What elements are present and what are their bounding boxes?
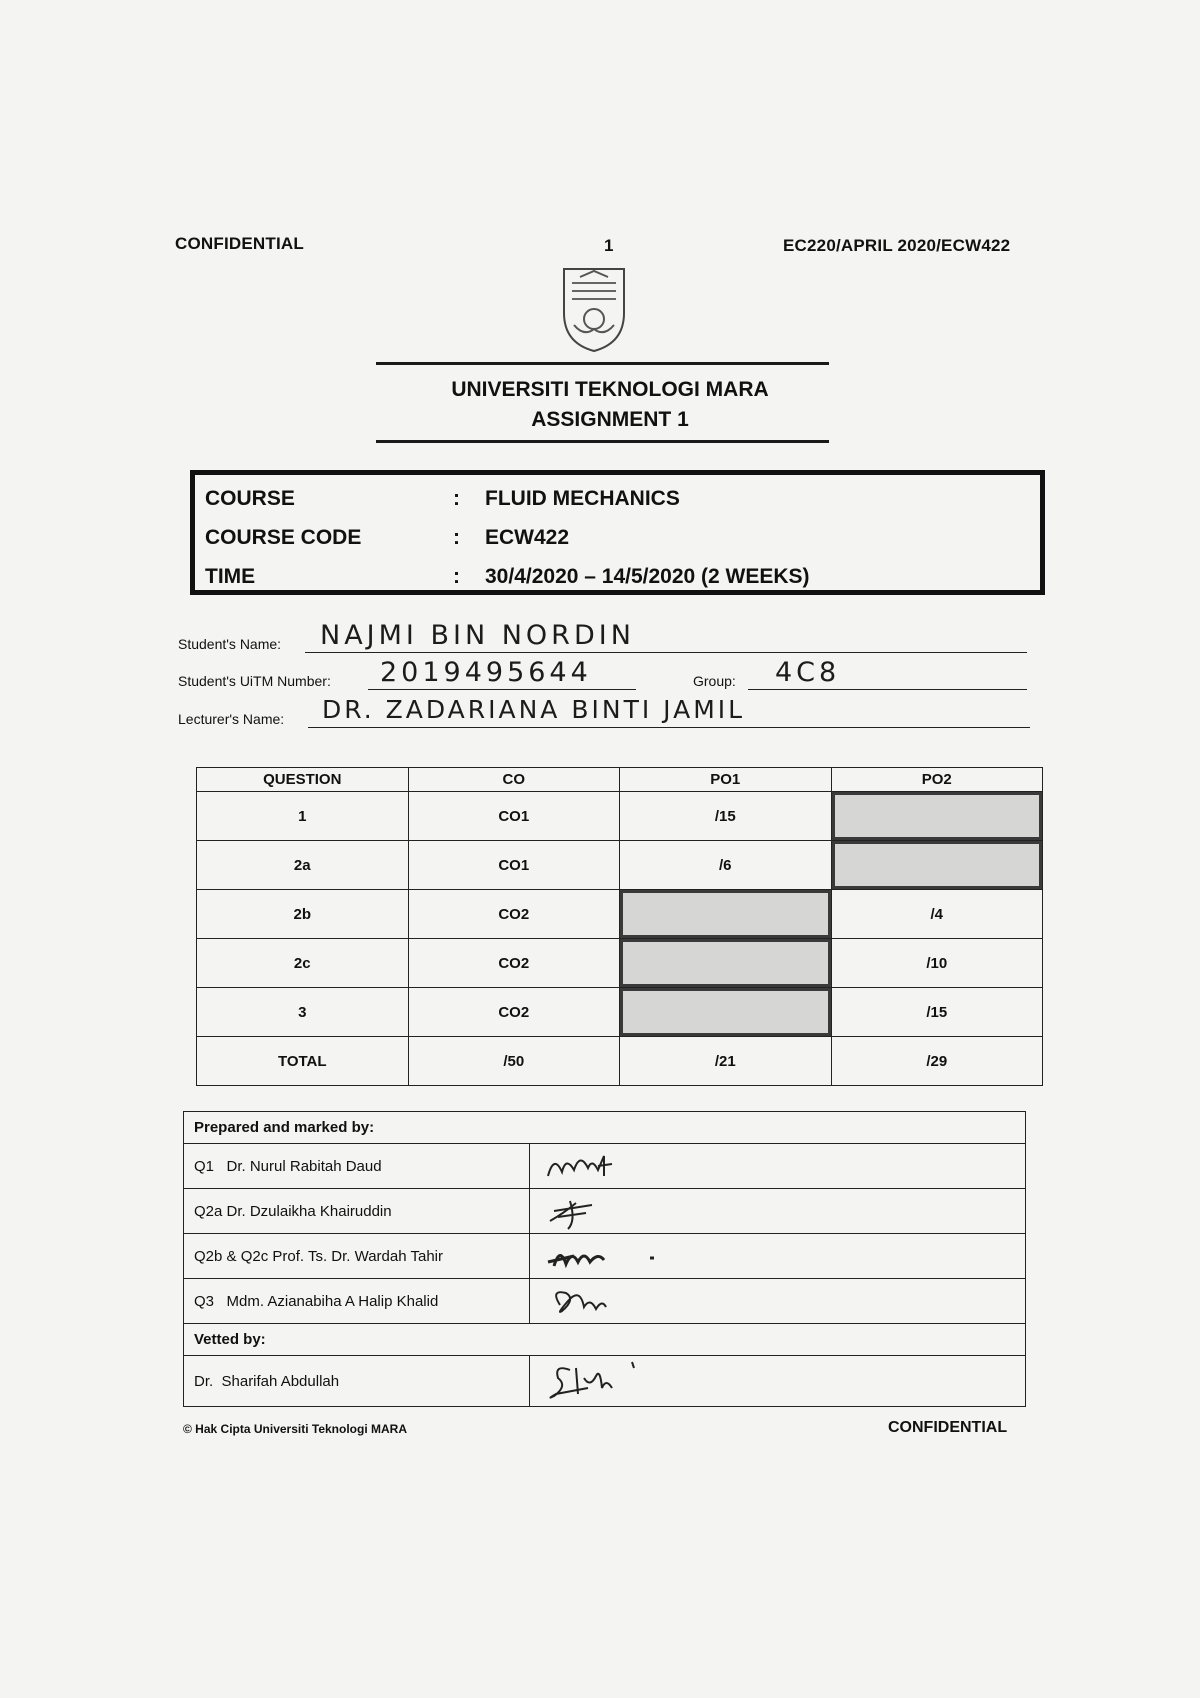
university-title: UNIVERSITI TEKNOLOGI MARA	[451, 378, 769, 401]
course-info-box	[190, 470, 1045, 595]
course-separator: :	[453, 487, 460, 510]
vetter-row	[184, 1356, 1026, 1407]
student-uitm-value: 2019495644	[380, 657, 592, 688]
cell-po2-shaded	[831, 841, 1043, 890]
course-value: FLUID MECHANICS	[485, 487, 680, 510]
cell-po2: /4	[831, 890, 1043, 939]
course-code-value: ECW422	[485, 526, 570, 549]
cell-question: 3	[197, 988, 409, 1037]
marker-name: Q1 Dr. Nurul Rabitah Daud	[184, 1144, 530, 1189]
signature	[530, 1189, 1026, 1234]
table-row	[197, 792, 1043, 841]
student-name-label: Student's Name:	[178, 636, 282, 652]
cell-question: 2a	[197, 841, 409, 890]
student-uitm-label: Student's UiTM Number:	[178, 673, 331, 689]
title-rule-top	[376, 362, 829, 365]
time-separator: :	[453, 565, 460, 588]
cell-total-label: TOTAL	[197, 1037, 409, 1086]
student-name-value: NAJMI BIN NORDIN	[320, 620, 635, 651]
signature	[530, 1356, 1026, 1407]
group-value: 4C8	[775, 657, 841, 688]
assignment-title: ASSIGNMENT 1	[531, 408, 689, 431]
header-code: EC220/APRIL 2020/ECW422	[783, 236, 1011, 255]
marker-name: Q2a Dr. Dzulaikha Khairuddin	[184, 1189, 530, 1234]
markers-table	[183, 1111, 1026, 1407]
cell-co: CO2	[408, 939, 620, 988]
cell-co: CO2	[408, 988, 620, 1037]
course-code-separator: :	[453, 526, 460, 549]
cell-co: CO1	[408, 792, 620, 841]
header-po1: PO1	[620, 768, 832, 792]
group-label: Group:	[693, 673, 736, 689]
header-co: CO	[408, 768, 620, 792]
cell-total-po2: /29	[831, 1037, 1043, 1086]
cell-po1: /15	[620, 792, 832, 841]
vetter-name: Dr. Sharifah Abdullah	[184, 1356, 530, 1407]
total-row	[197, 1037, 1043, 1086]
header-po2: PO2	[831, 768, 1043, 792]
cell-po2: /15	[831, 988, 1043, 1037]
title-rule-bottom	[376, 440, 829, 443]
table-header-row	[197, 768, 1043, 792]
table-row	[197, 988, 1043, 1037]
cell-co: CO2	[408, 890, 620, 939]
student-uitm-line	[368, 689, 636, 690]
cell-po1-shaded	[620, 890, 832, 939]
cell-question: 1	[197, 792, 409, 841]
marker-row	[184, 1234, 1026, 1279]
course-code-label: COURSE CODE	[205, 526, 362, 549]
signature	[530, 1144, 1026, 1189]
marks-table	[196, 767, 1043, 1086]
cell-po1-shaded	[620, 988, 832, 1037]
cell-po2: /10	[831, 939, 1043, 988]
marker-row	[184, 1189, 1026, 1234]
signature	[530, 1234, 1026, 1279]
lecturer-name-label: Lecturer's Name:	[178, 711, 285, 727]
prepared-heading-row	[184, 1112, 1026, 1144]
cell-question: 2c	[197, 939, 409, 988]
prepared-heading: Prepared and marked by:	[184, 1112, 1026, 1144]
time-label: TIME	[205, 565, 256, 588]
vetted-heading-row	[184, 1324, 1026, 1356]
table-row	[197, 841, 1043, 890]
cell-total-co: /50	[408, 1037, 620, 1086]
student-name-line	[305, 652, 1027, 653]
marker-name: Q2b & Q2c Prof. Ts. Dr. Wardah Tahir	[184, 1234, 530, 1279]
cell-total-po1: /21	[620, 1037, 832, 1086]
time-value: 30/4/2020 – 14/5/2020 (2 WEEKS)	[485, 565, 810, 588]
cell-po2-shaded	[831, 792, 1043, 841]
group-line	[748, 689, 1027, 690]
cell-co: CO1	[408, 841, 620, 890]
table-row	[197, 890, 1043, 939]
page-number: 1	[604, 236, 614, 255]
header-question: QUESTION	[197, 768, 409, 792]
signature	[530, 1279, 1026, 1324]
table-row	[197, 939, 1043, 988]
cell-po1: /6	[620, 841, 832, 890]
course-label: COURSE	[205, 487, 295, 510]
copyright: © Hak Cipta Universiti Teknologi MARA	[183, 1422, 407, 1436]
header-confidential: CONFIDENTIAL	[175, 234, 304, 253]
marker-row	[184, 1144, 1026, 1189]
marker-row	[184, 1279, 1026, 1324]
university-crest-icon	[558, 263, 630, 355]
marker-name: Q3 Mdm. Azianabiha A Halip Khalid	[184, 1279, 530, 1324]
vetted-heading: Vetted by:	[184, 1324, 1026, 1356]
footer-confidential: CONFIDENTIAL	[888, 1419, 1008, 1436]
cell-question: 2b	[197, 890, 409, 939]
lecturer-name-value: DR. ZADARIANA BINTI JAMIL	[322, 695, 746, 724]
cell-po1-shaded	[620, 939, 832, 988]
lecturer-name-line	[308, 727, 1030, 728]
